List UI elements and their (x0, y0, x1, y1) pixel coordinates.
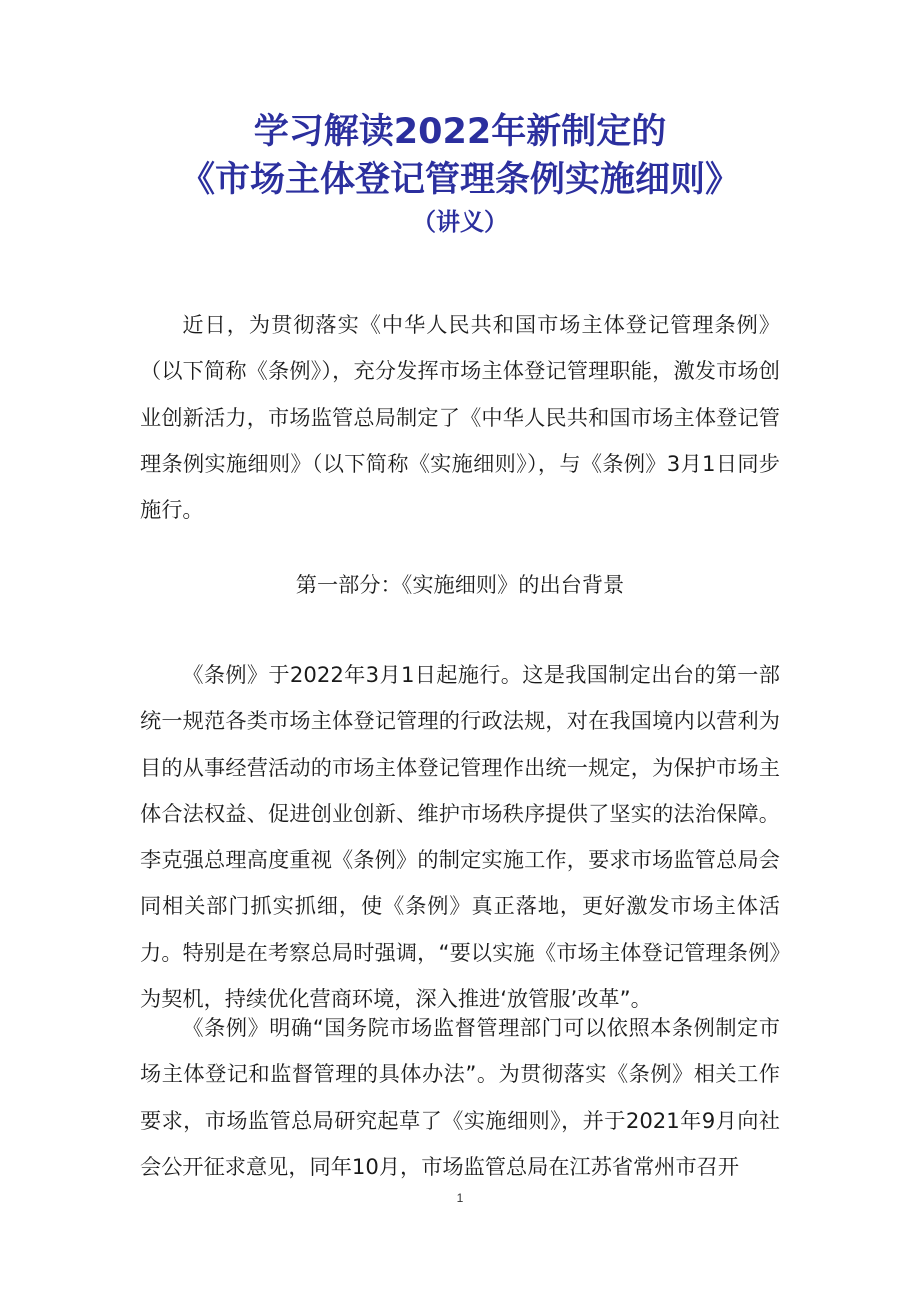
document-title-line-2: 《市场主体登记管理条例实施细则》 (179, 160, 740, 200)
body-paragraph-2: 《条例》于2022年3月1日起施行。这是我国制定出台的第一部统一规范各类市场主体登记管理的行政法规，对在我国境内以营利为目的从事经营活动的市场主体登记管理作出统一规定，为保护市场主体合法权益、促进创业创新、维护市场秩序提供了坚实的法治保障。李克强总理高度重视《条例》的制定实施工作，要求市场监管总局会同相关部门抓实抓细，使《条例》真正落地，更好激发市场主体活力。特别是在考察总局时强调，“要以实施《市场主体登记管理条例》为契机，持续优化营商环境，深入推进‘放管服’改革”。 (140, 662, 780, 1012)
section-heading: 第一部分：《实施细则》的出台背景 (295, 572, 625, 597)
document-title-line-1: 学习解读2022年新制定的 (253, 112, 667, 152)
body-paragraph-3: 《条例》明确“国务院市场监督管理部门可以依照本条例制定市场主体登记和监督管理的具体办法”。为贯彻落实《条例》相关工作要求，市场监管总局研究起草了《实施细则》，并于2021年9月向社会公开征求意见，同年10月，市场监管总局在江苏省常州市召开 (140, 1015, 780, 1179)
page-number: 1 (456, 1191, 464, 1205)
document-subtitle: （讲义） (412, 208, 508, 236)
intro-paragraph: 近日，为贯彻落实《中华人民共和国市场主体登记管理条例》（以下简称《条例》），充分发挥市场主体登记管理职能，激发市场创业创新活力，市场监管总局制定了《中华人民共和国市场主体登记管理条例实施细则》（以下简称《实施细则》），与《条例》3月1日同步施行。 (140, 312, 780, 523)
